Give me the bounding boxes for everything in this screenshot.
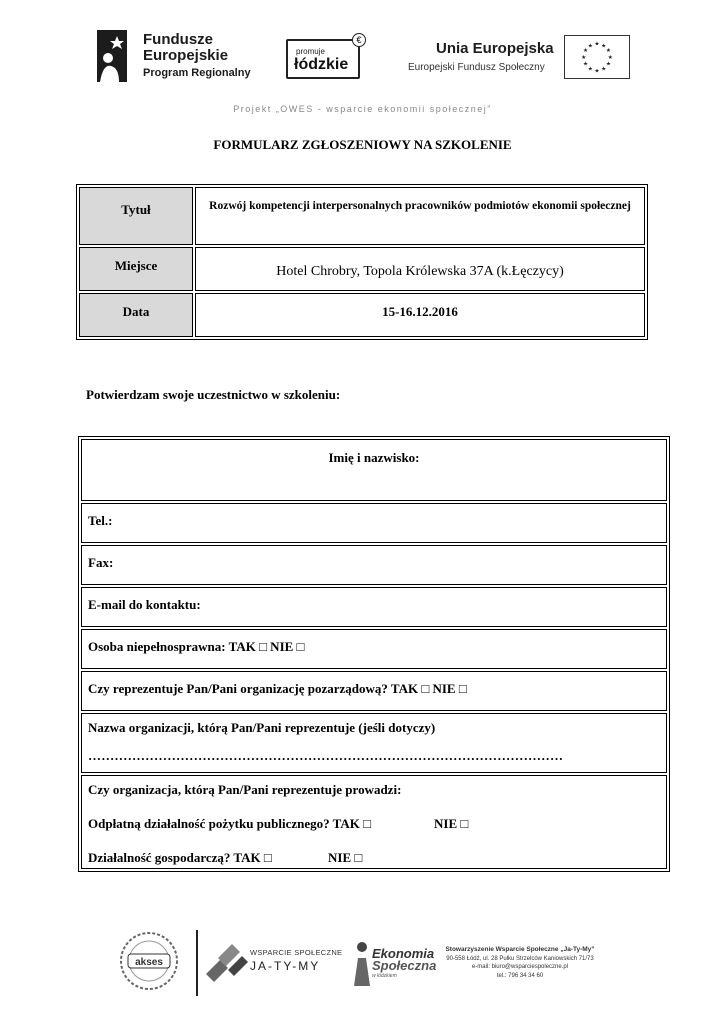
- fe-line3: Program Regionalny: [143, 67, 251, 79]
- training-info-table: [76, 184, 648, 340]
- info-value-place-text: Hotel Chrobry, Topola Królewska 37A (k.Łęczycy): [276, 264, 564, 279]
- svg-text:★: ★: [581, 54, 587, 61]
- svg-text:★: ★: [607, 54, 613, 61]
- info-value-title-text: Rozwój kompetencji interpersonalnych pracowników podmiotów ekonomii społecznej: [209, 200, 631, 212]
- lodz-small-text: promuje: [296, 47, 325, 56]
- ekonomia-line1: Ekonomia: [372, 946, 435, 961]
- fe-line1: Fundusze: [143, 31, 213, 48]
- info-value-date-text: 15-16.12.2016: [382, 304, 458, 319]
- name-label: Imię i nazwisko:: [328, 450, 420, 465]
- info-label-place: [79, 247, 193, 291]
- fe-line2: Europejskie: [143, 47, 229, 64]
- euro-mark-icon: €: [352, 33, 366, 47]
- svg-text:★: ★: [594, 41, 600, 48]
- info-value-date: [195, 293, 645, 337]
- paid-public-no[interactable]: NIE □: [434, 816, 469, 831]
- stow-email[interactable]: e-mail: biuro@wsparciespoleczne.pl: [471, 964, 569, 970]
- info-value-title: [195, 187, 645, 245]
- info-value-place: [195, 247, 645, 291]
- stow-name: Stowarzyszenie Wsparcie Społeczne „Ja-Ty-My”: [445, 946, 595, 953]
- business-no[interactable]: NIE □: [328, 850, 363, 865]
- svg-text:★: ★: [594, 68, 600, 75]
- info-label-date-text: Data: [122, 304, 150, 319]
- svg-text:★: ★: [605, 61, 612, 68]
- org-name-dots: ………………………………………………………………………………………………: [88, 748, 564, 763]
- org-activity-question: Czy organizacja, którą Pan/Pani reprezentuje prowadzi:: [88, 782, 402, 797]
- email-label: E-mail do kontaktu:: [88, 597, 201, 612]
- svg-text:★: ★: [582, 48, 589, 55]
- info-label-title-text: Tytuł: [121, 202, 151, 217]
- wsparcie-line2: JA-TY-MY: [250, 959, 321, 973]
- svg-text:★: ★: [605, 48, 612, 55]
- phone-field[interactable]: [81, 503, 667, 543]
- wsparcie-arrows-icon: [206, 944, 248, 984]
- akses-logo: [118, 930, 180, 992]
- project-line: Projekt „OWES - wsparcie ekonomii społecznej”: [233, 104, 492, 114]
- stow-tel: tel.: 796 34 34 60: [496, 972, 544, 979]
- org-name-field[interactable]: [81, 713, 667, 773]
- lodz-big-text: łódzkie: [294, 56, 349, 73]
- org-name-label: Nazwa organizacji, którą Pan/Pani reprezentuje (jeśli dotyczy): [88, 720, 436, 735]
- business-label[interactable]: Działalność gospodarczą? TAK □: [88, 850, 272, 865]
- wsparcie-line1: WSPARCIE SPOŁECZNE: [250, 948, 343, 957]
- ekonomia-line2: Społeczna: [372, 958, 437, 973]
- akses-logo-text: akses: [135, 957, 163, 968]
- svg-text:★: ★: [587, 66, 593, 73]
- info-label-place-text: Miejsce: [114, 258, 158, 273]
- info-label-date: [79, 293, 193, 337]
- unia-europejska-logo-text: [408, 40, 554, 75]
- svg-text:★: ★: [601, 66, 607, 73]
- ekonomia-line3: w łódzkiem: [372, 973, 397, 979]
- footer-divider: [196, 930, 198, 996]
- fax-label: Fax:: [88, 555, 114, 570]
- wsparcie-spoleczne-logo: [206, 940, 346, 988]
- fundusze-europejskie-logo: [97, 28, 257, 84]
- email-field[interactable]: [81, 587, 667, 627]
- paid-public-label[interactable]: Odpłatną działalność pożytku publicznego? TAK □: [88, 816, 371, 831]
- lodz-logo-frame: [286, 39, 360, 79]
- stowarzyszenie-contact: [436, 946, 604, 980]
- info-label-title: [79, 187, 193, 245]
- participant-form-table: [78, 436, 670, 872]
- ngo-label: Czy reprezentuje Pan/Pani organizację pozarządową? TAK □ NIE □: [88, 681, 467, 696]
- stow-address: 90-558 Łódź, ul. 28 Pułku Strzelców Kaniowskich 71/73: [446, 955, 594, 962]
- ngo-field[interactable]: [81, 671, 667, 711]
- org-activity-field: [81, 775, 667, 869]
- ekonomia-figure-icon: [352, 940, 372, 986]
- confirm-participation-text: Potwierdzam swoje uczestnictwo w szkoleniu:: [86, 387, 341, 402]
- disabled-person-field[interactable]: [81, 629, 667, 669]
- promuje-lodzkie-logo: [286, 33, 370, 81]
- form-title: FORMULARZ ZGŁOSZENIOWY NA SZKOLENIE: [213, 137, 512, 152]
- svg-text:★: ★: [587, 43, 593, 50]
- ue-subtitle: Europejski Fundusz Społeczny: [408, 62, 545, 73]
- fundusze-europejskie-icon: [97, 28, 137, 84]
- name-field[interactable]: [81, 439, 667, 501]
- ue-title: Unia Europejska: [436, 40, 554, 57]
- ekonomia-spoleczna-logo: [352, 936, 437, 992]
- fax-field[interactable]: [81, 545, 667, 585]
- svg-text:★: ★: [582, 61, 589, 68]
- svg-text:★: ★: [601, 43, 607, 50]
- disabled-person-label: Osoba niepełnosprawna: TAK □ NIE □: [88, 639, 305, 654]
- eu-flag-icon: [564, 35, 630, 79]
- phone-label: Tel.:: [88, 513, 113, 528]
